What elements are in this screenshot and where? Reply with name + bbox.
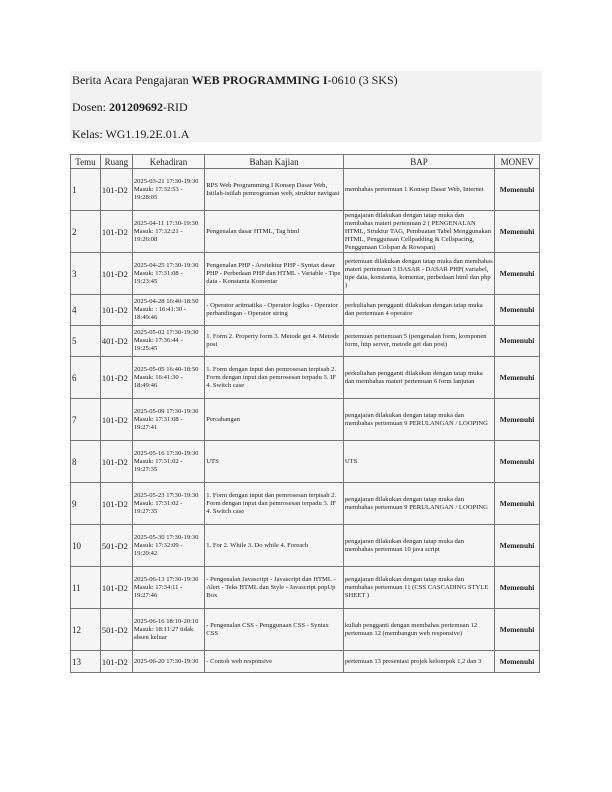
room: 101-D2 — [100, 357, 132, 399]
meeting-number: 5 — [71, 326, 101, 357]
attendance — [132, 567, 204, 609]
attendance — [132, 357, 204, 399]
bap-notes: pertemuan pertemuan 5 (pengenalan form, komponen form, http server, metode get dan post) — [343, 326, 494, 357]
monev-status: Memenuhi — [495, 169, 540, 211]
monev-status: Memenuhi — [495, 483, 540, 525]
attendance — [132, 399, 204, 441]
monev-status: Memenuhi — [495, 399, 540, 441]
study-material: - Operator aritmatika - Operator logika - Operator perbandingan - Operator string — [205, 295, 344, 326]
col-bap: BAP — [343, 155, 494, 169]
study-material: - Contoh web responsive — [205, 651, 344, 673]
check-in-time: Masuk: 17:36:44 - 19:25:45 — [133, 337, 183, 352]
bap-notes: membahas pertemuan 1 Konsep Dasar Web, Internet — [343, 169, 494, 211]
bap-notes: pertemuan 13 presentasi projek kelompok 1,2 dan 3 — [343, 651, 494, 673]
study-material: Pengenalan PHP - Arsitektur PHP - Syntax dasar PHP - Perbedaan PHP dan HTML - Variable - Tipe data - Konstanta Komentar — [205, 253, 344, 295]
attendance — [132, 651, 204, 673]
room: 401-D2 — [100, 326, 132, 357]
teaching-record-table — [70, 154, 540, 673]
monev-status: Memenuhi — [495, 651, 540, 673]
col-kehadiran: Kehadiran — [132, 155, 204, 169]
meeting-number: 1 — [71, 169, 101, 211]
schedule-time: 2025-03-21 17:30-19:30 — [133, 177, 199, 185]
check-in-time: Masuk: 17:34:11 - 19:27:46 — [133, 583, 183, 599]
room: 101-D2 — [100, 253, 132, 295]
table-row — [71, 399, 540, 441]
meeting-number: 8 — [71, 441, 101, 483]
room: 101-D2 — [100, 483, 132, 525]
table-row — [71, 326, 540, 357]
room: 101-D2 — [100, 651, 132, 673]
schedule-time: 2025-05-09 17:30-19:30 — [133, 407, 199, 415]
monev-status: Memenuhi — [495, 441, 540, 483]
meeting-number: 2 — [71, 211, 101, 253]
monev-status: Memenuhi — [495, 525, 540, 567]
study-material: Percabangan — [205, 399, 344, 441]
check-in-time: Masuk: 17:31:08 - 19:23:45 — [133, 269, 183, 285]
monev-status: Memenuhi — [495, 609, 540, 651]
course-name: WEB PROGRAMMING I — [191, 73, 328, 87]
check-in-time: Masuk: 17:31:02 - 19:27:35 — [133, 457, 183, 473]
monev-status: Memenuhi — [495, 357, 540, 399]
bap-notes: pertemuan dilakukan dengan tatap muka dan membahas materi pertemuan 3 DASAR - DASAR PHP( variabel, tipe data, konstanta, komentar, perbedaan html dan php ) — [343, 253, 494, 295]
room: 101-D2 — [100, 295, 132, 326]
meeting-number: 7 — [71, 399, 101, 441]
schedule-time: 2025-06-16 18:10-20:10 — [133, 617, 199, 625]
schedule-time: 2025-05-16 17:30-19:30 — [133, 449, 199, 457]
table-row — [71, 253, 540, 295]
room: 101-D2 — [100, 567, 132, 609]
schedule-time: 2025-05-02 17:30-19:30 — [133, 329, 199, 336]
attendance — [132, 295, 204, 326]
schedule-time: 2025-06-20 17:30-19:30 — [133, 657, 199, 665]
check-in-time: Masuk: 18:11:27 tidak absen keluar — [133, 625, 194, 641]
check-in-time: Masuk: : 16:41:30 - 18:49:46 — [133, 306, 187, 321]
schedule-time: 2025-04-11 17:30-19:30 — [133, 219, 199, 227]
study-material: RPS Web Programming I Konsep Dasar Web, Istilah-istilah pemrograman web, struktur navigasi — [205, 169, 344, 211]
check-in-time: Masuk: 17:31:02 - 19:27:35 — [133, 499, 183, 515]
attendance — [132, 169, 204, 211]
col-ruang: Ruang — [100, 155, 132, 169]
monev-status: Memenuhi — [495, 567, 540, 609]
course-title: Berita Acara Pengajaran WEB PROGRAMMING I-0610 (3 SKS) — [72, 73, 398, 87]
table-row — [71, 483, 540, 525]
check-in-time: Masuk: 17:32:09 - 19:20:42 — [133, 541, 183, 557]
bap-notes: pengajaran dilakukan dengan tatap muka dan membahas pertemuan 9 PERULANGAN / LOOPING — [343, 483, 494, 525]
schedule-time: 2025-05-23 17:30-19:30 — [133, 491, 199, 499]
room: 101-D2 — [100, 441, 132, 483]
attendance — [132, 326, 204, 357]
class-line: Kelas: WG1.19.2E.01.A — [72, 127, 190, 141]
meeting-number: 10 — [71, 525, 101, 567]
lecturer-line: Dosen: 201209692-RID — [72, 100, 188, 114]
meeting-number: 4 — [71, 295, 101, 326]
monev-status: Memenuhi — [495, 253, 540, 295]
attendance — [132, 525, 204, 567]
monev-status: Memenuhi — [495, 211, 540, 253]
room: 501-D2 — [100, 525, 132, 567]
study-material: - Pengenalan CSS - Penggunaan CSS - Syntax CSS — [205, 609, 344, 651]
lecturer-id: 201209692 — [109, 100, 163, 114]
bap-notes: pengajaran dilakukan dengan tatap muka dan membahas pertemuan 10 java script — [343, 525, 494, 567]
study-material: 1. For 2. While 3. Do while 4. Foreach — [205, 525, 344, 567]
study-material: Pengenalan dasar HTML, Tag html — [205, 211, 344, 253]
monev-status: Memenuhi — [495, 326, 540, 357]
check-in-time: Masuk: 17:32:53 - 19:28:05 — [133, 185, 183, 201]
attendance — [132, 483, 204, 525]
meeting-number: 12 — [71, 609, 101, 651]
room: 101-D2 — [100, 169, 132, 211]
study-material: 1. Form 2. Property form 3. Metode get 4. Metode post — [205, 326, 344, 357]
table-row — [71, 567, 540, 609]
meeting-number: 13 — [71, 651, 101, 673]
bap-notes: UTS — [343, 441, 494, 483]
meeting-number: 3 — [71, 253, 101, 295]
table-row — [71, 169, 540, 211]
col-temu: Temu — [71, 155, 101, 169]
bap-notes: perkuliahan pengganti dilakukan dengan tatap muka dan membahas materi pertemuan 6 form lanjutan — [343, 357, 494, 399]
study-material: 1. Form dengan input dan pemrosesan terpisah 2. Form dengan input dan pemrosesan terpadu 3. IF 4. Switch case — [205, 357, 344, 399]
study-material: - Pengenalan Javascript - Javascript dan HTML - Alert - Teks HTML dan Style - Javascript popUp Box — [205, 567, 344, 609]
check-in-time: Masuk: 17:32:21 - 19:26:08 — [133, 227, 183, 243]
room: 501-D2 — [100, 609, 132, 651]
schedule-time: 2025-04-25 17:30-19:30 — [133, 261, 199, 269]
room: 101-D2 — [100, 211, 132, 253]
meeting-number: 6 — [71, 357, 101, 399]
monev-status: Memenuhi — [495, 295, 540, 326]
table-row — [71, 295, 540, 326]
table-row — [71, 441, 540, 483]
meeting-number: 11 — [71, 567, 101, 609]
table-row — [71, 525, 540, 567]
attendance — [132, 609, 204, 651]
bap-notes: pengajaran dilakukan dengan tatap muka dan membahas pertemuan 9 PERULANGAN / LOOPING — [343, 399, 494, 441]
attendance — [132, 441, 204, 483]
col-bahan-kajian: Bahan Kajian — [205, 155, 344, 169]
table-row — [71, 211, 540, 253]
table-header-row — [71, 155, 540, 169]
check-in-time: Masuk: 16:41:30 - 18:49:46 — [133, 373, 183, 389]
schedule-time: 2025-05-05 16:40-18:50 — [133, 365, 199, 373]
meeting-number: 9 — [71, 483, 101, 525]
study-material: UTS — [205, 441, 344, 483]
attendance — [132, 253, 204, 295]
check-in-time: Masuk: 17:31:08 - 19:27:41 — [133, 415, 183, 431]
schedule-time: 2025-05-30 17:30-19:30 — [133, 533, 199, 541]
schedule-time: 2025-04-28 16:40-18:50 — [133, 298, 199, 305]
table-row — [71, 651, 540, 673]
table-row — [71, 357, 540, 399]
table-row — [71, 609, 540, 651]
attendance — [132, 211, 204, 253]
bap-notes: pengajaran dilakukan dengan tatap muka dan membahas pertemuan 11 (CSS CASCADING STYLE SHEET ) — [343, 567, 494, 609]
room: 101-D2 — [100, 399, 132, 441]
bap-notes: pengajaran dilakukan dengan tatap muka dan membahas materi pertemuan 2 ( PENGENALAN HTML, Struktur TAG, Pembuatan Tabel Menggunakan HTML, Penggunaan Cellpadding & Cellspacing, Penggunaan Colspan & Rowspan) — [343, 211, 494, 253]
bap-notes: perkuliahan pengganti dilakukan dengan tatap muka dan pertemuan 4 operator — [343, 295, 494, 326]
study-material: 1. Form dengan input dan pemrosesan terpisah 2. Form dengan input dan pemrosesan terpadu 3. IF 4. Switch case — [205, 483, 344, 525]
bap-notes: kuliah pengganti dengan membahas pertemuan 12 pertemuan 12 (membangun web responsive) — [343, 609, 494, 651]
schedule-time: 2025-06-13 17:30-19:30 — [133, 575, 199, 583]
col-monev: MONEV — [495, 155, 540, 169]
